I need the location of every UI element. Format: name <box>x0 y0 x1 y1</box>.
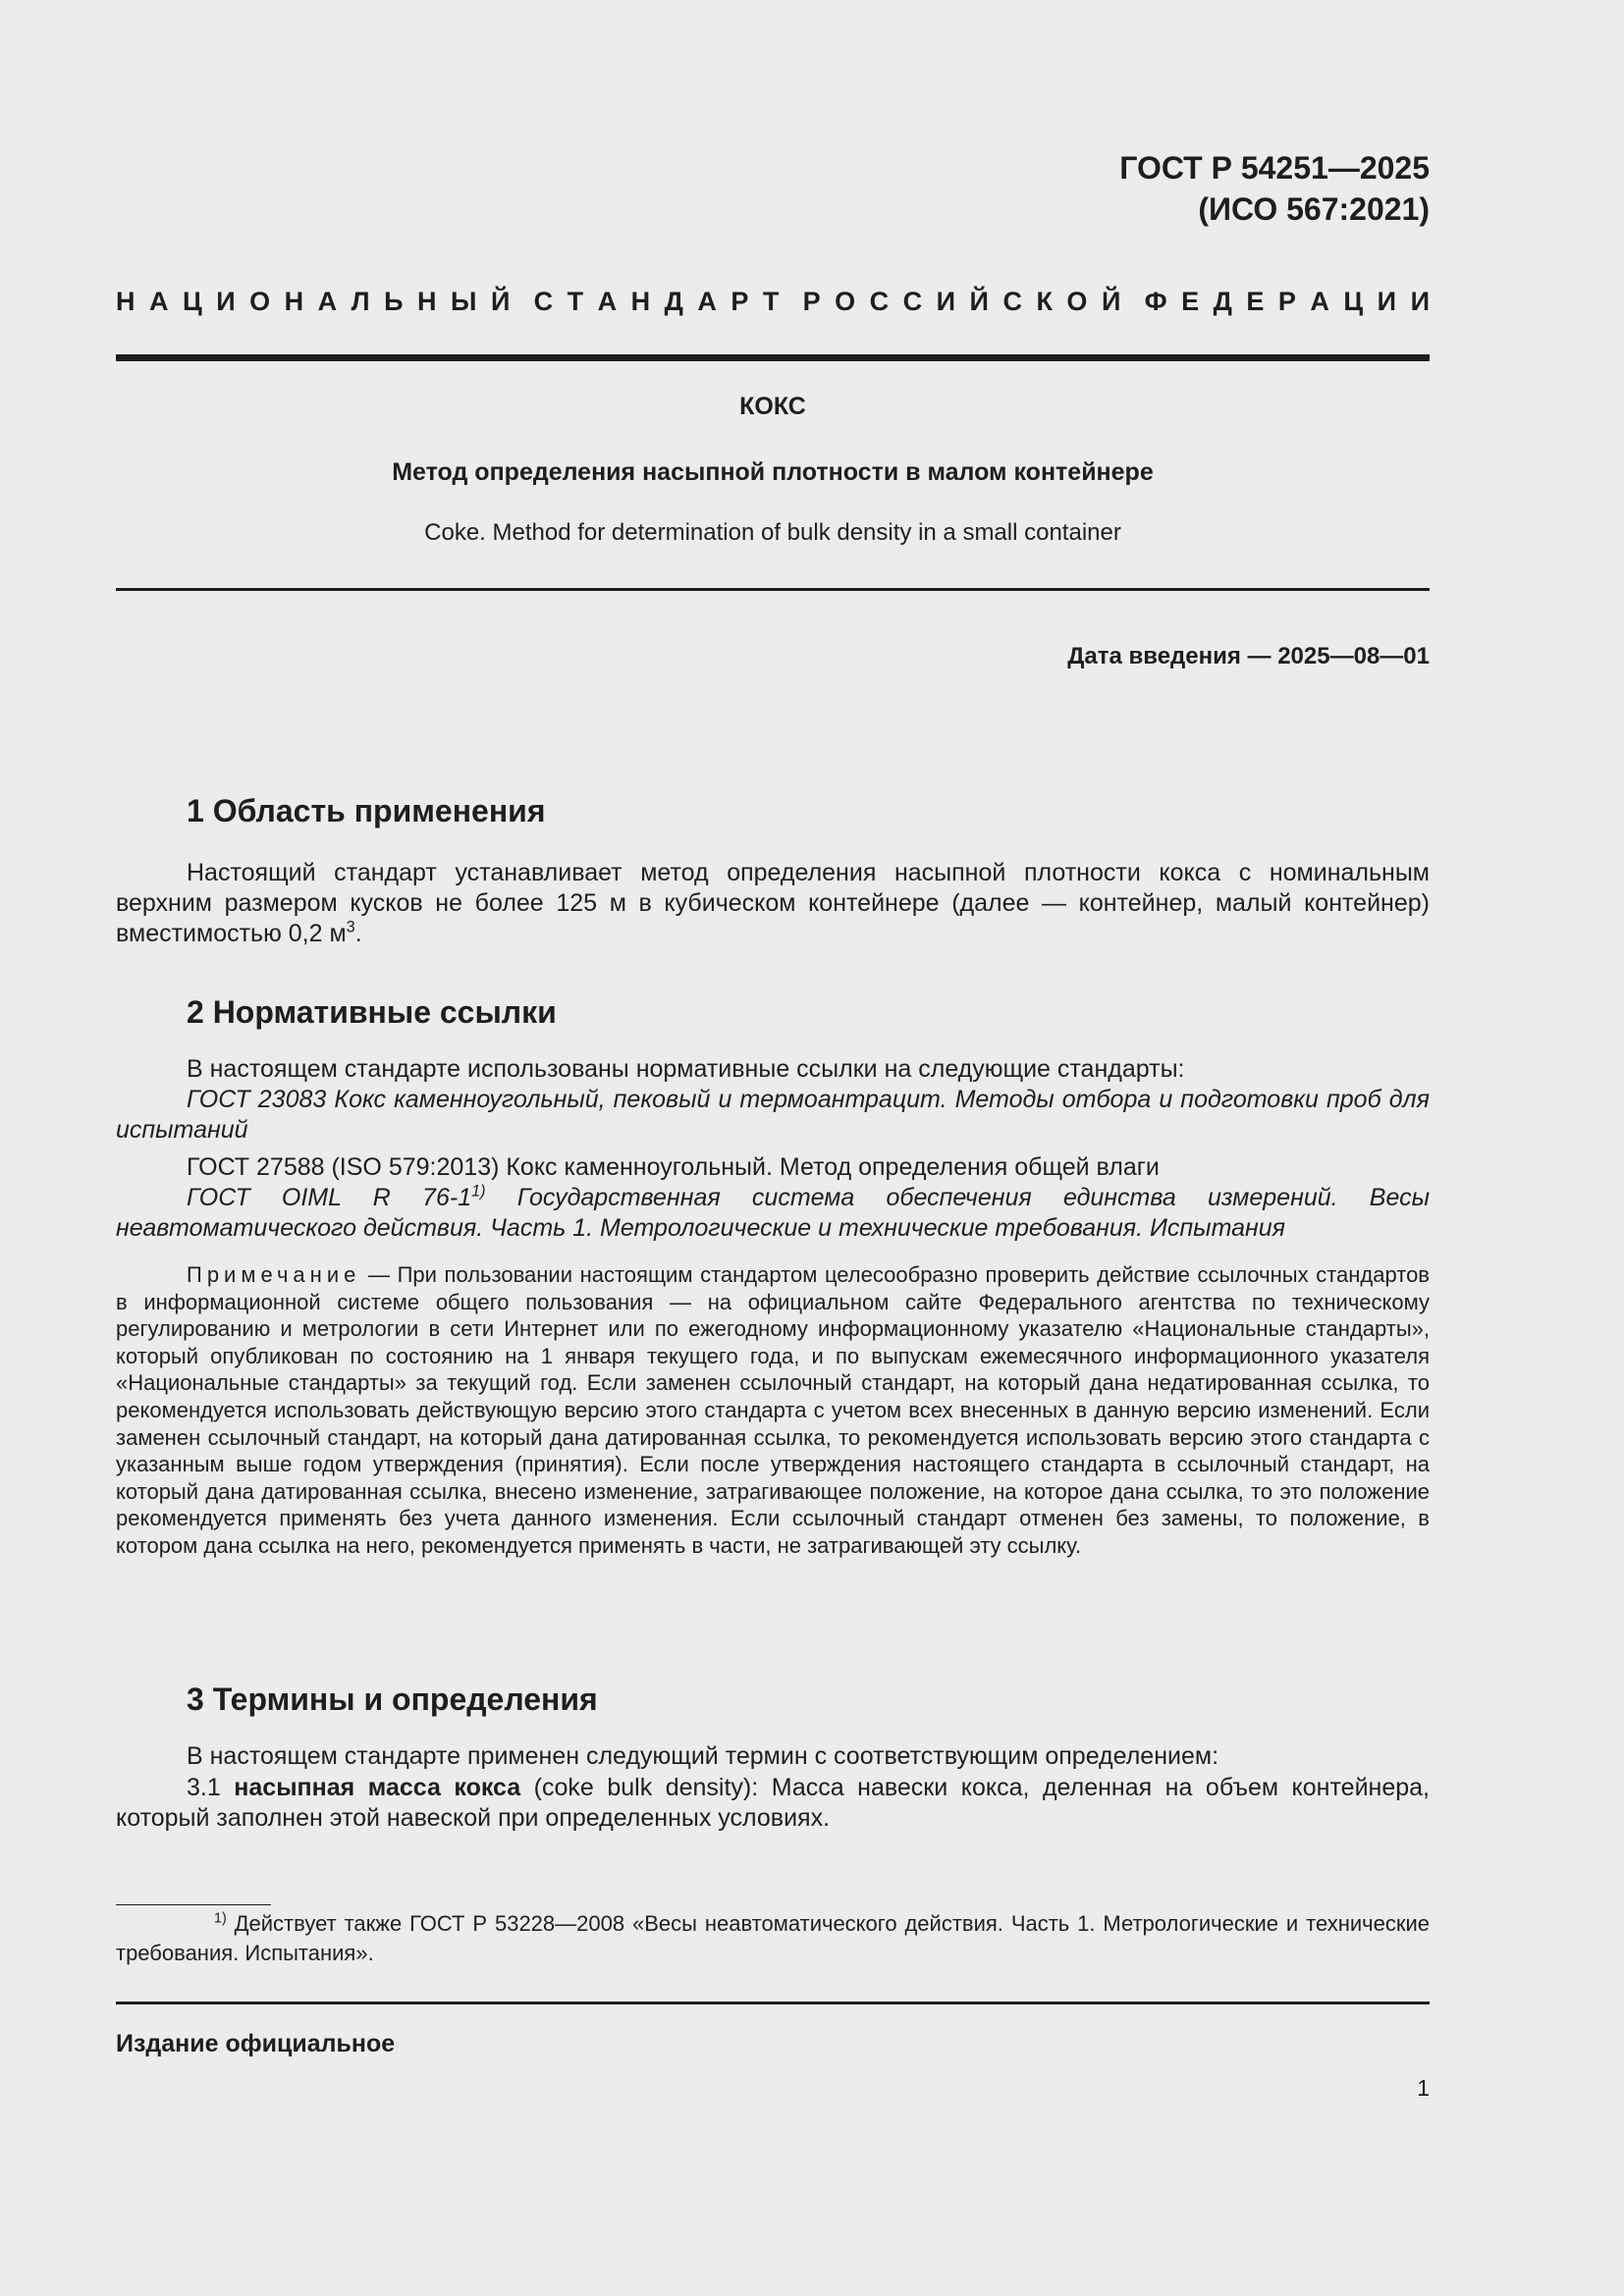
reference-gost-27588: ГОСТ 27588 (ISO 579:2013) Кокс каменноугольный. Метод определения общей влаги <box>187 1153 1160 1181</box>
national-header-word: Р О С С И Й С К О Й <box>802 287 1121 316</box>
introduction-date: Дата введения — 2025—08—01 <box>1067 643 1430 669</box>
section-2-intro: В настоящем стандарте использованы нормативные ссылки на следующие стандарты: <box>187 1055 1185 1083</box>
footnote-mark: 1) <box>214 1910 227 1927</box>
reference-gost-23083: ГОСТ 23083 Кокс каменноугольный, пековый и термоантрацит. Методы отбора и подготовки проб для испытаний <box>116 1086 1430 1144</box>
page-number: 1 <box>1417 2075 1430 2101</box>
title-rule <box>116 588 1430 591</box>
footer-rule <box>116 2002 1430 2004</box>
footnote: $^{1)}$ Действует также ГОСТ Р 53228—2008 «Весы неавтоматического действия. Часть 1. Метрологические и технические требования. Испытания». <box>116 1910 1430 1965</box>
term-definition: 3.1 насыпная масса кокса (coke bulk density): Масса навески кокса, деленная на объем контейнера, который заполнен этой навеской при определенных условиях. <box>116 1774 1430 1832</box>
reference-gost-oiml: ГОСТ OIML R 76-1$^{1)}$ Государственная система обеспечения единства измерений. Весы неавтоматического действия. Часть 1. Метрологические и технические требования. Испытания <box>116 1182 1430 1242</box>
reference-note <box>116 1261 1430 1560</box>
term-name: насыпная масса кокса <box>234 1774 521 1801</box>
header-thick-rule <box>116 354 1430 361</box>
official-edition-label: Издание официальное <box>116 2030 396 2057</box>
national-header-word: Н А Ц И О Н А Л Ь Н Ы Й <box>116 287 511 316</box>
document-page <box>116 0 1430 2296</box>
section-1-heading: 1 Область применения <box>187 793 546 828</box>
iso-number: (ИСО 567:2021) <box>1198 191 1430 227</box>
standard-number: ГОСТ Р 54251—2025 <box>1119 150 1430 186</box>
footnote-separator <box>116 1904 271 1905</box>
section-1-text: Настоящий стандарт устанавливает метод определения насыпной плотности кокса с номинальным верхним размером кусков не более 125 м в кубическом контейнере (далее — контейнер, малый контейнер) вместимостью 0,2 м <box>116 859 1430 947</box>
national-header-word: Ф Е Д Е Р А Ц И И <box>1144 287 1430 316</box>
section-3-intro: В настоящем стандарте применен следующий термин с соответствующим определением: <box>187 1742 1219 1770</box>
standard-number-block <box>1119 147 1430 230</box>
superscript: 3 <box>346 918 355 936</box>
document-subtitle: Метод определения насыпной плотности в малом контейнере <box>392 458 1154 486</box>
document-title: КОКС <box>739 393 806 420</box>
footnote-ref: 1) <box>471 1182 486 1201</box>
note-label: Примечание <box>187 1262 361 1287</box>
document-title-english: Coke. Method for determination of bulk density in a small container <box>424 519 1121 546</box>
section-1-paragraph: Настоящий стандарт устанавливает метод определения насыпной плотности кокса с номинальным верхним размером кусков не более 125 м в кубическом контейнере (далее — контейнер, малый контейнер) вместимостью 0,2 $м^3$. <box>116 859 1430 947</box>
section-2-heading: 2 Нормативные ссылки <box>187 994 557 1030</box>
note-text: — При пользовании настоящим стандартом целесообразно проверить действие ссылочных стандартов в информационной системе общего пользования — на официальном сайте Федерального агентства по техническому регулированию и метрологии в сети Интернет или по ежегодному информационному указателю «Национальные стандарты», который опубликован по состоянию на 1 января текущего года, и по выпускам ежемесячного информационного указателя «Национальные стандарты» за текущий год. Если заменен ссылочный стандарт, на который дана недатированная ссылка, то рекомендуется использовать действующую версию этого стандарта с учетом всех внесенных в данную версию изменений. Если заменен ссылочный стандарт, на который дана датированная ссылка, то рекомендуется использовать версию этого стандарта с указанным выше годом утверждения (принятия). Если после утверждения настоящего стандарта в ссылочный стандарт, на который дана датированная ссылка, внесено изменение, затрагивающее положение, на которое дана ссылка, то это положение рекомендуется применять без учета данного изменения. Если ссылочный стандарт отменен без замены, то положение, в котором дана ссылка на него, рекомендуется применять в части, не затрагивающей эту ссылку. <box>116 1262 1430 1558</box>
national-standard-header <box>116 287 1430 317</box>
section-3-heading: 3 Термины и определения <box>187 1682 598 1717</box>
national-header-word: С Т А Н Д А Р Т <box>533 287 780 316</box>
